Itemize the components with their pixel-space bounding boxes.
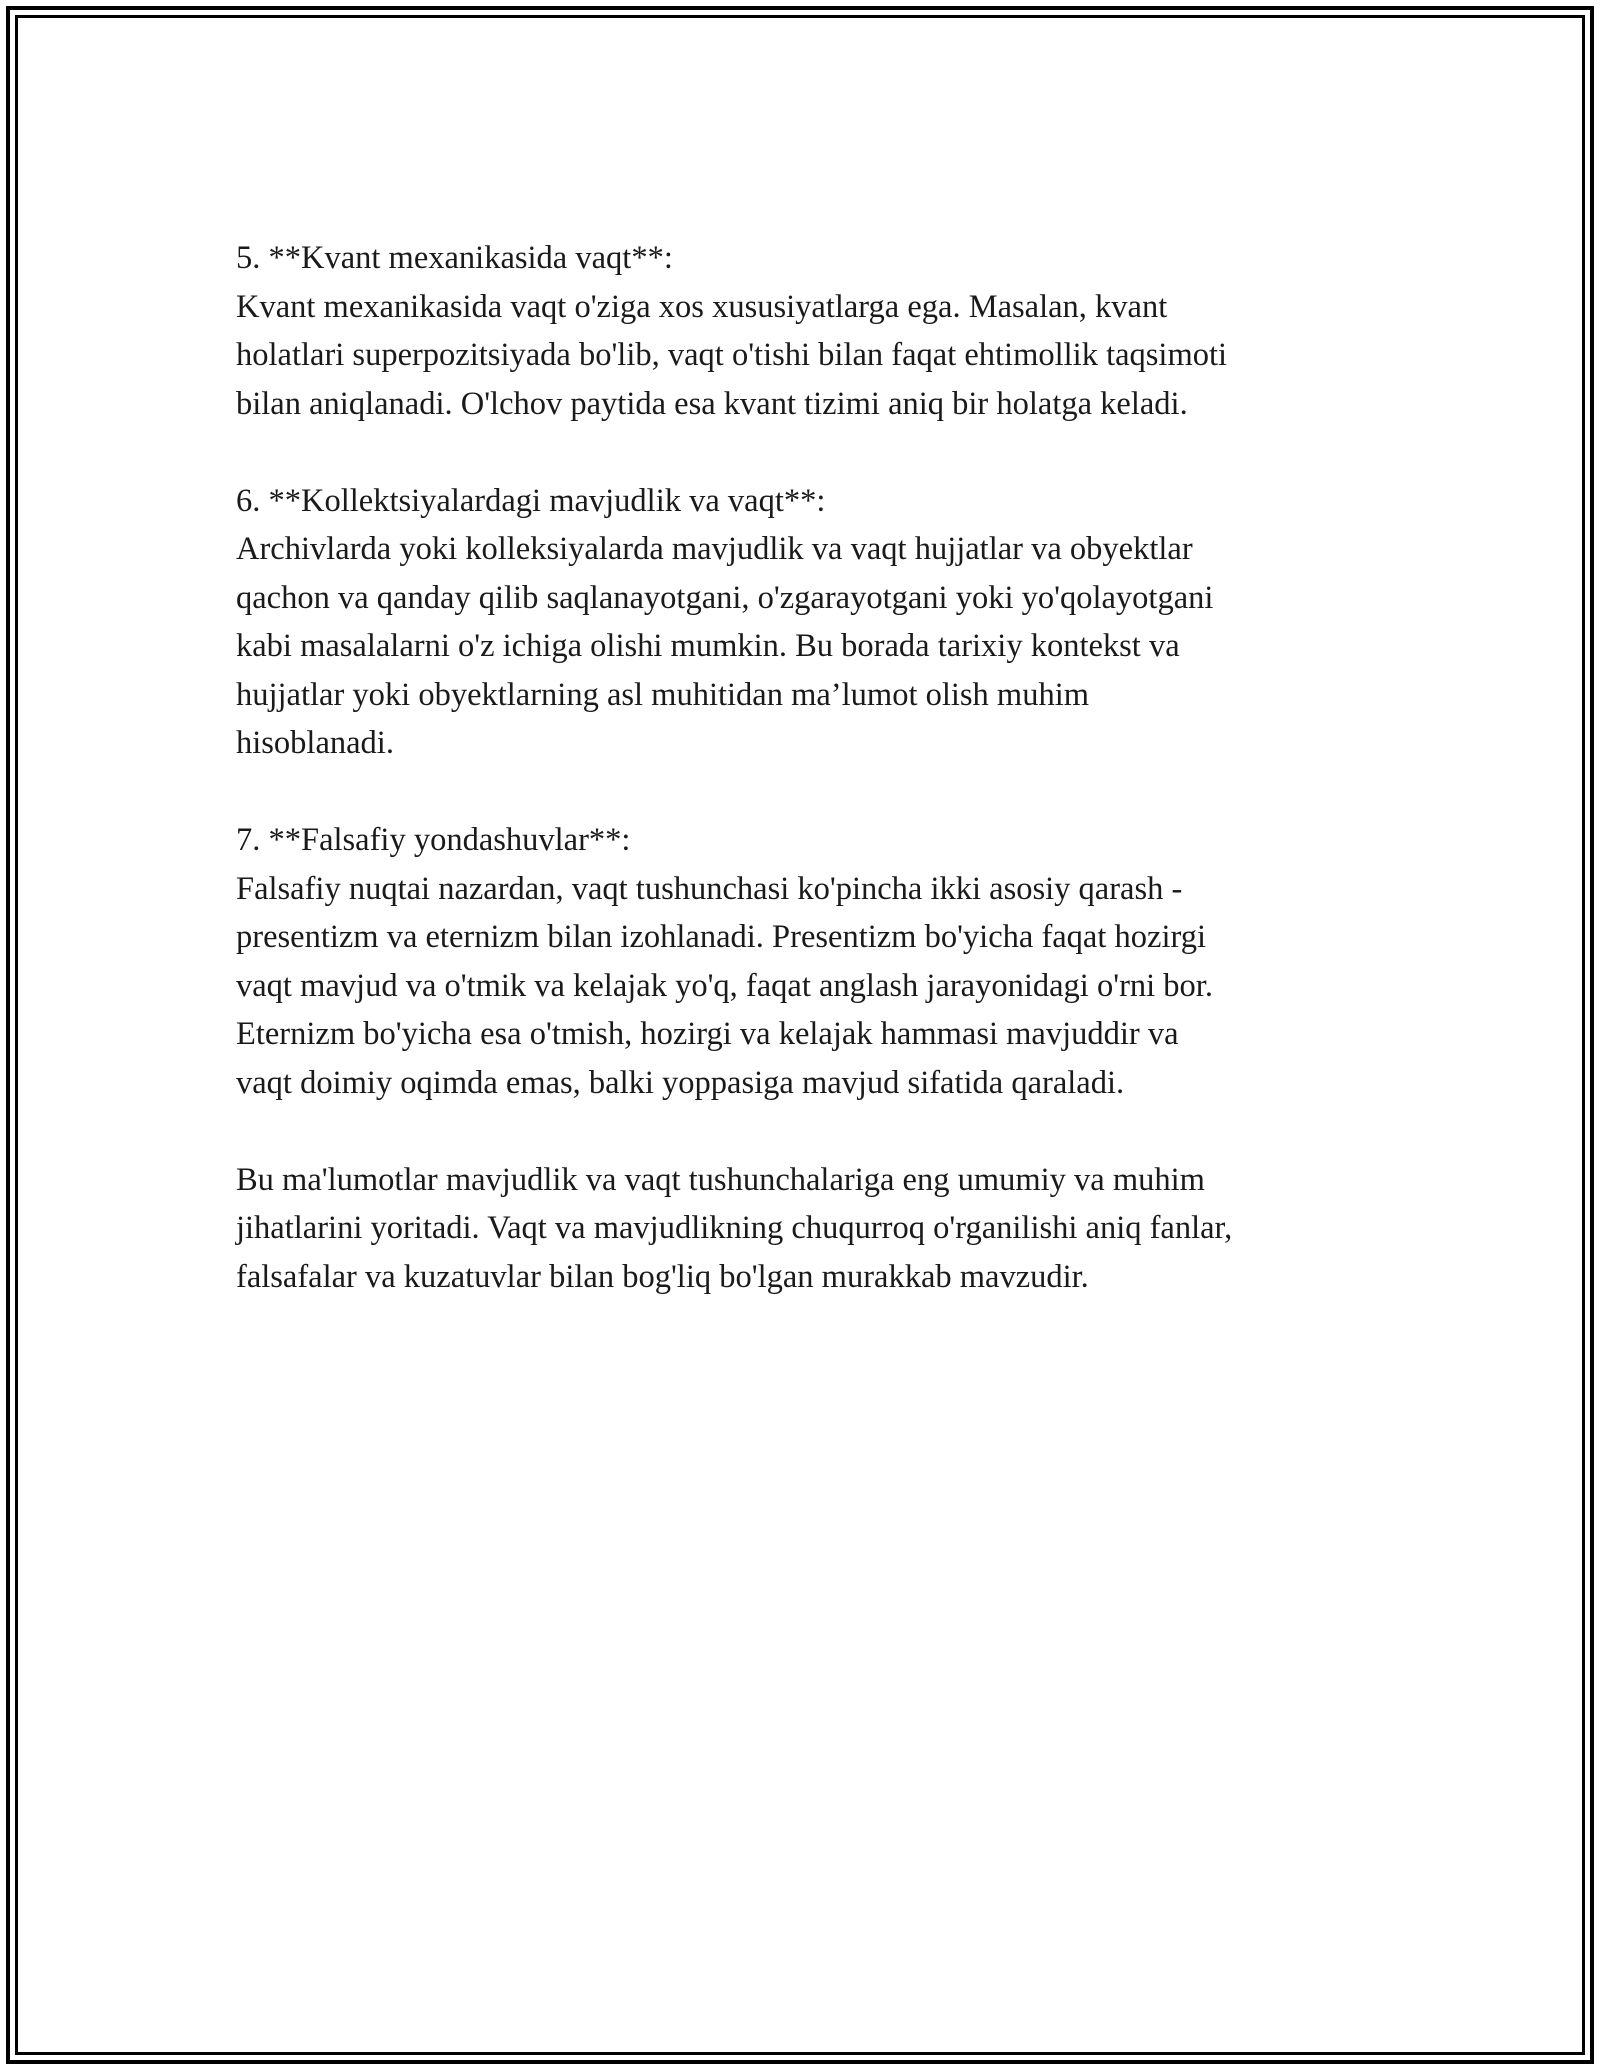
section-heading: 5. **Kvant mexanikasida vaqt**: (236, 240, 673, 276)
paragraph-line: qachon va qanday qilib saqlanayotgani, o'zgarayotgani yoki yo'qolayotgani (236, 579, 1214, 616)
section-heading: 6. **Kollektsiyalardagi mavjudlik va vaqt**: (236, 482, 826, 519)
paragraph-line: kabi masalalarni o'z ichiga olishi mumkin. Bu borada tarixiy kontekst va (236, 628, 1180, 664)
paragraph-line: Kvant mexanikasida vaqt o'ziga xos xususiyatlarga ega. Masalan, kvant (236, 288, 1168, 325)
document-body (236, 234, 1396, 1350)
paragraph-line: Falsafiy nuqtai nazardan, vaqt tushunchasi ko'pincha ikki asosiy qarash - (236, 870, 1183, 907)
paragraph-line: hujjatlar yoki obyektlarning asl muhitidan ma’lumot olish muhim (236, 676, 1090, 713)
paragraph-line: hisoblanadi. (236, 725, 394, 761)
paragraph-line: Bu ma'lumotlar mavjudlik va vaqt tushunchalariga eng umumiy va muhim (236, 1161, 1205, 1198)
conclusion-paragraph (236, 1156, 1396, 1302)
paragraph-line: jihatlarini yoritadi. Vaqt va mavjudlikning chuqurroq o'rganilishi aniq fanlar, (236, 1210, 1233, 1246)
paragraph-line: holatlari superpozitsiyada bo'lib, vaqt o'tishi bilan faqat ehtimollik taqsimoti (236, 337, 1228, 373)
section-7 (236, 816, 1396, 1107)
paragraph-line: presentizm va eternizm bilan izohlanadi. Presentizm bo'yicha faqat hozirgi (236, 919, 1206, 955)
paragraph-line: Eternizm bo'yicha esa o'tmish, hozirgi va kelajak hammasi mavjuddir va (236, 1016, 1179, 1052)
paragraph-line: vaqt doimiy oqimda emas, balki yoppasiga mavjud sifatida qaraladi. (236, 1064, 1125, 1101)
section-6 (236, 477, 1396, 768)
paragraph-line: falsafalar va kuzatuvlar bilan bog'liq bo'lgan murakkab mavzudir. (236, 1258, 1089, 1295)
paragraph-line: vaqt mavjud va o'tmik va kelajak yo'q, faqat anglash jarayonidagi o'rni bor. (236, 967, 1213, 1004)
paragraph-line: bilan aniqlanadi. O'lchov paytida esa kvant tizimi aniq bir holatga keladi. (236, 385, 1188, 422)
section-heading: 7. **Falsafiy yondashuvlar**: (236, 822, 631, 858)
section-5 (236, 234, 1396, 428)
paragraph-line: Archivlarda yoki kolleksiyalarda mavjudlik va vaqt hujjatlar va obyektlar (236, 531, 1193, 567)
